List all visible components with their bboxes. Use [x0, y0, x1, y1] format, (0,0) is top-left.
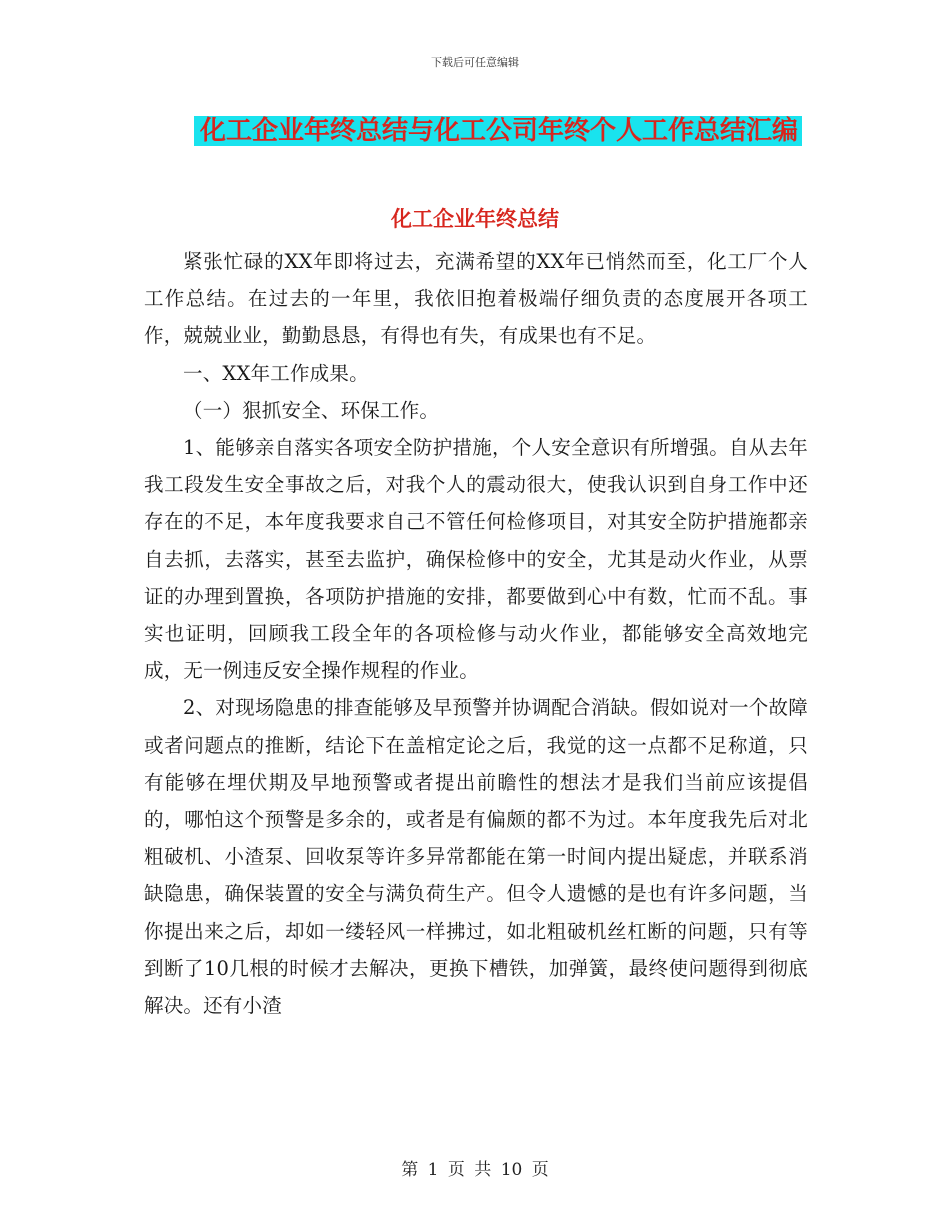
paragraph: （一）狠抓安全、环保工作。 — [183, 398, 440, 422]
page-footer: 第 1 页 共 10 页 — [401, 1160, 549, 1180]
paragraph: 一、XX年工作成果。 — [183, 361, 369, 385]
paragraph: 1、能够亲自落实各项安全防护措施，个人安全意识有所增强。自从去年我工段发生安全事故之后，对我个人的震动很大，使我认识到自身工作中还存在的不足，本年度我要求自己不管任何检修项目，对其安全防护措施都亲自去抓，去落实，甚至去监护，确保检修中的安全，尤其是动火作业，从票证的办理到置换，各项防护措施的安排，都要做到心中有数，忙而不乱。事实也证明，回顾我工段全年的各项检修与动火作业，都能够安全高效地完成，无一例违反安全操作规程的作业。 — [144, 436, 808, 683]
header-note: 下载后可任意编辑 — [431, 56, 519, 69]
document-title-text: 化工企业年终总结与化工公司年终个人工作总结汇编 — [194, 116, 802, 146]
body-text — [144, 243, 808, 1024]
section-title: 化工企业年终总结 — [391, 207, 559, 231]
paragraph: 2、对现场隐患的排查能够及早预警并协调配合消缺。假如说对一个故障或者问题点的推断，结论下在盖棺定论之后，我觉的这一点都不足称道，只有能够在埋伏期及早地预警或者提出前瞻性的想法才是我们当前应该提倡的，哪怕这个预警是多余的，或者是有偏颇的都不为过。本年度我先后对北粗破机、小渣泵、回收泵等许多异常都能在第一时间内提出疑虑，并联系消缺隐患，确保装置的安全与满负荷生产。但令人遗憾的是也有许多问题，当你提出来之后，却如一缕轻风一样拂过，如北粗破机丝杠断的问题，只有等到断了10几根的时候才去解决，更换下槽铁，加弹簧，最终使问题得到彻底解决。还有小渣 — [144, 696, 808, 1018]
document-title — [0, 113, 950, 149]
paragraph: 紧张忙碌的XX年即将过去，充满希望的XX年已悄然而至，化工厂个人工作总结。在过去的一年里，我依旧抱着极端仔细负责的态度展开各项工作，兢兢业业，勤勤恳恳，有得也有失，有成果也有不足。 — [144, 250, 808, 348]
